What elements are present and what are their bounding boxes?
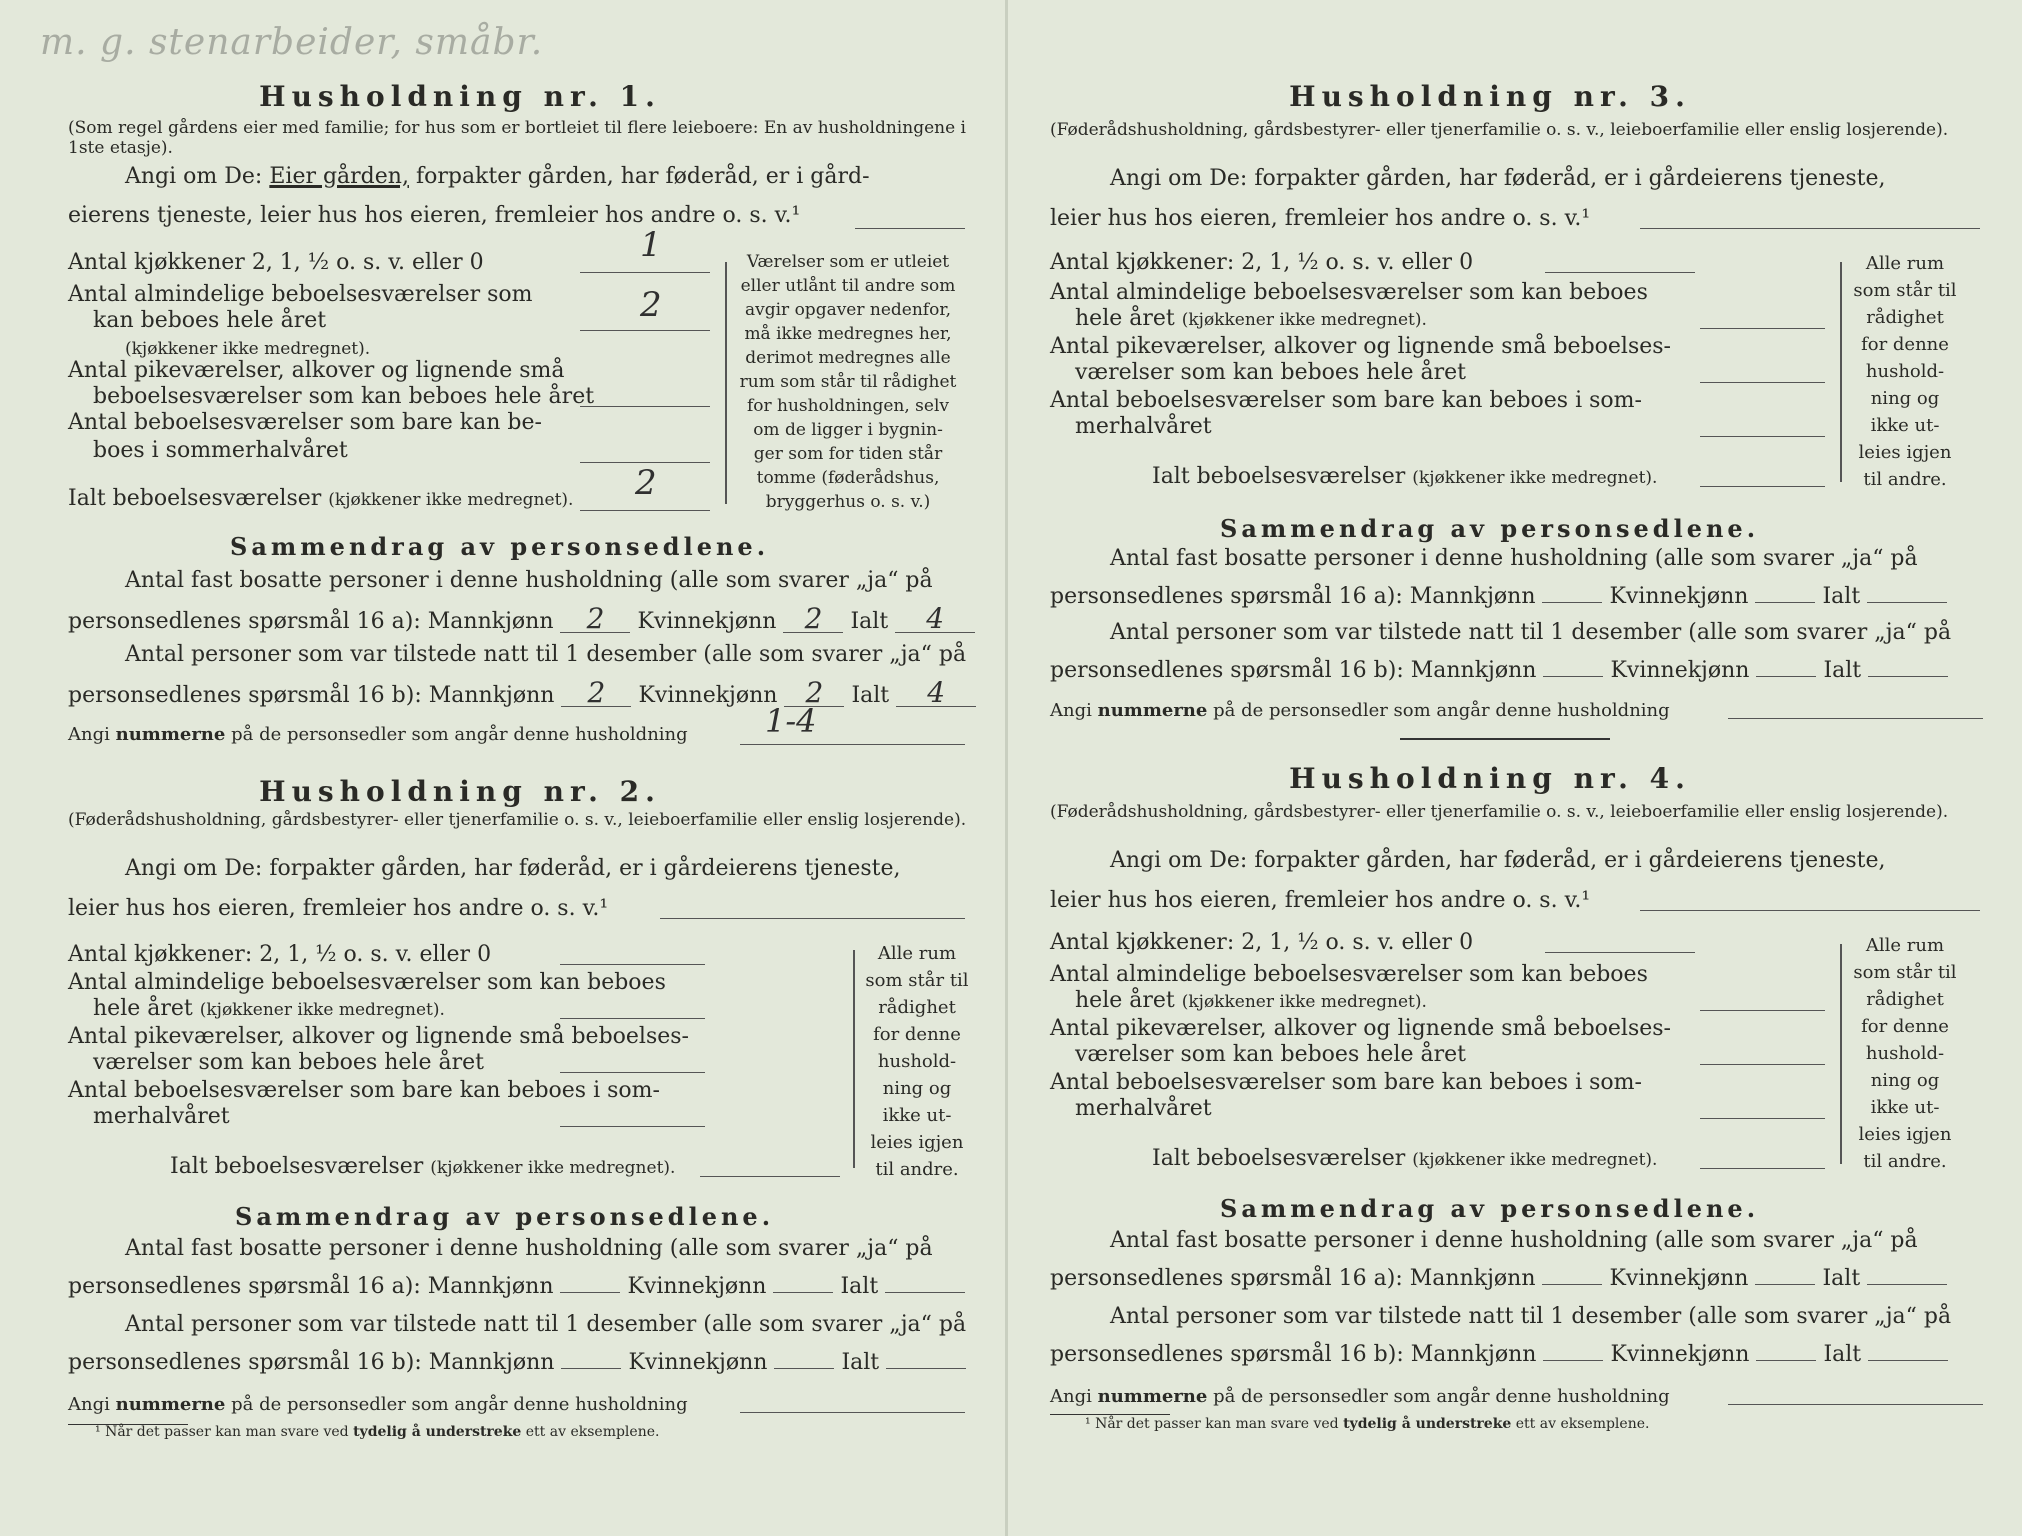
h1-alm-label2: kan beboes hele året xyxy=(93,308,327,333)
h1-summary-title: Sammendrag av personsedlene. xyxy=(230,532,770,561)
brace-note-line: om de ligger i bygnin- xyxy=(753,420,943,440)
h3-tilst-line2: personsedlenes spørsmål 16 b): Mannkjønn Kvinnekjønn Ialt xyxy=(1050,658,1948,684)
h4-sommer-label2: merhalvåret xyxy=(1075,1096,1212,1121)
brace-note-line: bryggerhus o. s. v.) xyxy=(765,492,931,512)
h3-tilst-line1: Antal personer som var tilstede natt til 1 desember (alle som svarer „ja“ på xyxy=(1110,620,1952,645)
brace-note-line: ikke ut- xyxy=(1870,415,1940,436)
h1-tilst-kvinne: 2 xyxy=(784,680,844,707)
brace-note-line: avgir opgaver nedenfor, xyxy=(744,300,951,320)
h1-nummer-value: 1-4 xyxy=(765,702,817,740)
brace-note-line: Alle rum xyxy=(1865,253,1945,274)
h1-answer-underlined: Eier gården, xyxy=(269,164,409,189)
h2-summary-title: Sammendrag av personsedlene. xyxy=(235,1202,775,1231)
h1-ialt-label: Ialt beboelsesværelser (kjøkkener ikke medregnet). xyxy=(68,486,574,511)
h1-sommer-label2: boes i sommerhalvåret xyxy=(93,438,348,463)
h2-pike-label2: værelser som kan beboes hele året xyxy=(93,1050,484,1075)
h2-fast-line2: personsedlenes spørsmål 16 a): Mannkjønn Kvinnekjønn Ialt xyxy=(68,1274,965,1300)
h3-alm-label2: hele året (kjøkkener ikke medregnet). xyxy=(1075,306,1427,331)
brace-note-line: leies igjen xyxy=(1858,442,1952,463)
h2-alm-label1: Antal almindelige beboelsesværelser som kan beboes xyxy=(68,970,666,995)
brace-note-line: for denne xyxy=(1861,1016,1949,1037)
brace-note-line: for denne xyxy=(873,1024,961,1045)
h3-pike-label1: Antal pikeværelser, alkover og lignende små beboelses- xyxy=(1050,334,1671,359)
brace-note-line: rum som står til rådighet xyxy=(739,372,957,392)
brace-note-line: rådighet xyxy=(1866,307,1944,328)
h3-nummer-line: Angi nummerne på de personsedler som angår denne husholdning xyxy=(1050,700,1670,721)
h4-summary-title: Sammendrag av personsedlene. xyxy=(1220,1194,1760,1223)
household-3-title: Husholdning nr. 3. xyxy=(1289,80,1691,113)
brace-note-line: ger som for tiden står xyxy=(753,444,943,464)
brace-note-line: som står til xyxy=(1853,962,1957,983)
handwritten-header: m. g. stenarbeider, småbr. xyxy=(40,22,544,63)
brace-note-line: hushold- xyxy=(1865,1043,1945,1064)
brace-note-line: Værelser som er utleiet xyxy=(746,252,950,272)
brace-note-line: ikke ut- xyxy=(1870,1097,1940,1118)
h4-fast-line2: personsedlenes spørsmål 16 a): Mannkjønn Kvinnekjønn Ialt xyxy=(1050,1266,1947,1292)
brace-note-line: må ikke medregnes her, xyxy=(744,324,952,344)
h4-brace-line xyxy=(1840,944,1842,1164)
brace-note-line: hushold- xyxy=(877,1051,957,1072)
h3-sommer-label2: merhalvåret xyxy=(1075,414,1212,439)
brace-note-line: til andre. xyxy=(1863,1151,1947,1172)
h4-tilst-line2: personsedlenes spørsmål 16 b): Mannkjønn Kvinnekjønn Ialt xyxy=(1050,1342,1948,1368)
h4-alm-label2: hele året (kjøkkener ikke medregnet). xyxy=(1075,988,1427,1013)
h4-alm-label1: Antal almindelige beboelsesværelser som kan beboes xyxy=(1050,962,1648,987)
h2-footnote: ¹ Når det passer kan man svare ved tydelig å understreke ett av eksemplene. xyxy=(95,1424,660,1440)
h1-tilst-line1: Antal personer som var tilstede natt til 1 desember (alle som svarer „ja“ på xyxy=(125,642,967,667)
household-2-note: (Føderådshusholdning, gårdsbestyrer- eller tjenerfamilie o. s. v., leieboerfamilie eller enslig losjerende). xyxy=(68,810,967,830)
h2-brace-line xyxy=(853,950,855,1168)
h1-pike-label1: Antal pikeværelser, alkover og lignende små xyxy=(68,358,565,383)
brace-note-line: hushold- xyxy=(1865,361,1945,382)
h4-pike-label1: Antal pikeværelser, alkover og lignende små beboelses- xyxy=(1050,1016,1671,1041)
h1-tilst-mann: 2 xyxy=(561,680,631,707)
h1-nummer-line: Angi nummerne på de personsedler som angår denne husholdning xyxy=(68,724,688,745)
household-3-note: (Føderådshusholdning, gårdsbestyrer- eller tjenerfamilie o. s. v., leieboerfamilie eller enslig losjerende). xyxy=(1050,120,1949,140)
h4-angi-line2: leier hus hos eieren, fremleier hos andre o. s. v.¹ xyxy=(1050,888,1591,913)
brace-note-line: til andre. xyxy=(875,1159,959,1180)
h3-alm-label1: Antal almindelige beboelsesværelser som kan beboes xyxy=(1050,280,1648,305)
h3-kjokkener-label: Antal kjøkkener: 2, 1, ½ o. s. v. eller 0 xyxy=(1050,250,1474,275)
h1-kjokkener-label: Antal kjøkkener 2, 1, ½ o. s. v. eller 0 xyxy=(68,250,484,275)
h1-angi-line1: Angi om De: Eier gården, forpakter gården, har føderåd, er i gård- xyxy=(125,164,870,189)
h2-fast-line1: Antal fast bosatte personer i denne husholdning (alle som svarer „ja“ på xyxy=(125,1236,933,1261)
brace-note-line: eller utlånt til andre som xyxy=(740,276,956,296)
h4-nummer-line: Angi nummerne på de personsedler som angår denne husholdning xyxy=(1050,1386,1670,1407)
h2-tilst-line1: Antal personer som var tilstede natt til 1 desember (alle som svarer „ja“ på xyxy=(125,1312,967,1337)
h4-sommer-label1: Antal beboelsesværelser som bare kan beboes i som- xyxy=(1050,1070,1642,1095)
h1-alm-label3: (kjøkkener ikke medregnet). xyxy=(125,339,371,359)
h3-angi-line2: leier hus hos eieren, fremleier hos andre o. s. v.¹ xyxy=(1050,206,1591,231)
household-1-title: Husholdning nr. 1. xyxy=(259,80,661,113)
h1-brace-note xyxy=(728,250,968,514)
h3-fast-line1: Antal fast bosatte personer i denne husholdning (alle som svarer „ja“ på xyxy=(1110,546,1918,571)
h3-pike-label2: værelser som kan beboes hele året xyxy=(1075,360,1466,385)
h2-ialt-label: Ialt beboelsesværelser (kjøkkener ikke medregnet). xyxy=(170,1154,676,1179)
h4-footnote: ¹ Når det passer kan man svare ved tydelig å understreke ett av eksemplene. xyxy=(1085,1416,1650,1432)
h1-fast-line1: Antal fast bosatte personer i denne husholdning (alle som svarer „ja“ på xyxy=(125,568,933,593)
h2-tilst-line2: personsedlenes spørsmål 16 b): Mannkjønn Kvinnekjønn Ialt xyxy=(68,1350,966,1376)
h4-angi-line1: Angi om De: forpakter gården, har føderåd, er i gårdeierens tjeneste, xyxy=(1110,848,1886,873)
h2-pike-label1: Antal pikeværelser, alkover og lignende små beboelses- xyxy=(68,1024,689,1049)
brace-note-line: for husholdningen, selv xyxy=(746,396,950,416)
household-4-title: Husholdning nr. 4. xyxy=(1289,762,1691,795)
h2-angi-line1: Angi om De: forpakter gården, har føderåd, er i gårdeierens tjeneste, xyxy=(125,856,901,881)
h1-alm-value: 2 xyxy=(640,285,662,325)
h2-nummer-line: Angi nummerne på de personsedler som angår denne husholdning xyxy=(68,1394,688,1415)
household-1-note: (Som regel gårdens eier med familie; for hus som er bortleiet til flere leieboere: En av husholdningene i 1ste etasje). xyxy=(68,118,966,158)
h2-sommer-label1: Antal beboelsesværelser som bare kan beboes i som- xyxy=(68,1078,660,1103)
h4-tilst-line1: Antal personer som var tilstede natt til 1 desember (alle som svarer „ja“ på xyxy=(1110,1304,1952,1329)
brace-note-line: rådighet xyxy=(1866,989,1944,1010)
brace-note-line: som står til xyxy=(1853,280,1957,301)
h1-tilst-ialt: 4 xyxy=(896,680,976,707)
h1-fast-mann: 2 xyxy=(560,606,630,633)
h3-h4-separator xyxy=(1400,738,1610,740)
brace-note-line: for denne xyxy=(1861,334,1949,355)
h4-kjokkener-label: Antal kjøkkener: 2, 1, ½ o. s. v. eller 0 xyxy=(1050,930,1474,955)
h4-brace-note xyxy=(1845,932,1965,1175)
brace-note-line: ikke ut- xyxy=(882,1105,952,1126)
h4-fast-line1: Antal fast bosatte personer i denne husholdning (alle som svarer „ja“ på xyxy=(1110,1228,1918,1253)
h2-kjokkener-label: Antal kjøkkener: 2, 1, ½ o. s. v. eller 0 xyxy=(68,942,492,967)
h3-ialt-label: Ialt beboelsesværelser (kjøkkener ikke medregnet). xyxy=(1152,464,1658,489)
h1-angi-line2: eierens tjeneste, leier hus hos eieren, fremleier hos andre o. s. v.¹ xyxy=(68,203,801,228)
h4-ialt-label: Ialt beboelsesværelser (kjøkkener ikke medregnet). xyxy=(1152,1146,1658,1171)
h1-brace-line xyxy=(725,262,727,504)
h2-alm-label2: hele året (kjøkkener ikke medregnet). xyxy=(93,996,445,1021)
h1-tilst-line2: personsedlenes spørsmål 16 b): Mannkjønn 2 Kvinnekjønn 2 Ialt 4 xyxy=(68,680,976,709)
h1-kjokkener-value: 1 xyxy=(640,225,662,265)
h2-sommer-label2: merhalvåret xyxy=(93,1104,230,1129)
h3-sommer-label1: Antal beboelsesværelser som bare kan beboes i som- xyxy=(1050,388,1642,413)
brace-note-line: ning og xyxy=(882,1078,952,1099)
h3-brace-note xyxy=(1845,250,1965,493)
h3-angi-line1: Angi om De: forpakter gården, har føderåd, er i gårdeierens tjeneste, xyxy=(1110,166,1886,191)
h2-angi-line2: leier hus hos eieren, fremleier hos andre o. s. v.¹ xyxy=(68,896,609,921)
brace-note-line: til andre. xyxy=(1863,469,1947,490)
brace-note-line: tomme (føderådshus, xyxy=(756,468,940,488)
brace-note-line: Alle rum xyxy=(877,943,957,964)
h3-brace-line xyxy=(1840,262,1842,482)
brace-note-line: leies igjen xyxy=(870,1132,964,1153)
brace-note-line: ning og xyxy=(1870,1070,1940,1091)
household-4-note: (Føderådshusholdning, gårdsbestyrer- eller tjenerfamilie o. s. v., leieboerfamilie eller enslig losjerende). xyxy=(1050,802,1949,822)
h2-brace-note xyxy=(858,940,976,1183)
brace-note-line: leies igjen xyxy=(1858,1124,1952,1145)
h1-pike-label2: beboelsesværelser som kan beboes hele året xyxy=(93,384,595,409)
page-fold xyxy=(1005,0,1008,1536)
household-2-title: Husholdning nr. 2. xyxy=(259,775,661,808)
left-page xyxy=(0,0,990,1536)
h1-alm-label1: Antal almindelige beboelsesværelser som xyxy=(68,282,533,307)
h1-fast-line2: personsedlenes spørsmål 16 a): Mannkjønn 2 Kvinnekjønn 2 Ialt 4 xyxy=(68,606,975,635)
brace-note-line: ning og xyxy=(1870,388,1940,409)
h1-sommer-label1: Antal beboelsesværelser som bare kan be- xyxy=(68,410,542,435)
brace-note-line: derimot medregnes alle xyxy=(745,348,951,368)
h3-fast-line2: personsedlenes spørsmål 16 a): Mannkjønn Kvinnekjønn Ialt xyxy=(1050,584,1947,610)
h1-fast-kvinne: 2 xyxy=(783,606,843,633)
brace-note-line: rådighet xyxy=(878,997,956,1018)
right-page xyxy=(1010,0,2000,1536)
h1-ialt-value: 2 xyxy=(635,463,657,503)
brace-note-line: Alle rum xyxy=(1865,935,1945,956)
brace-note-line: som står til xyxy=(865,970,969,991)
h1-fast-ialt: 4 xyxy=(895,606,975,633)
h4-pike-label2: værelser som kan beboes hele året xyxy=(1075,1042,1466,1067)
h3-summary-title: Sammendrag av personsedlene. xyxy=(1220,514,1760,543)
